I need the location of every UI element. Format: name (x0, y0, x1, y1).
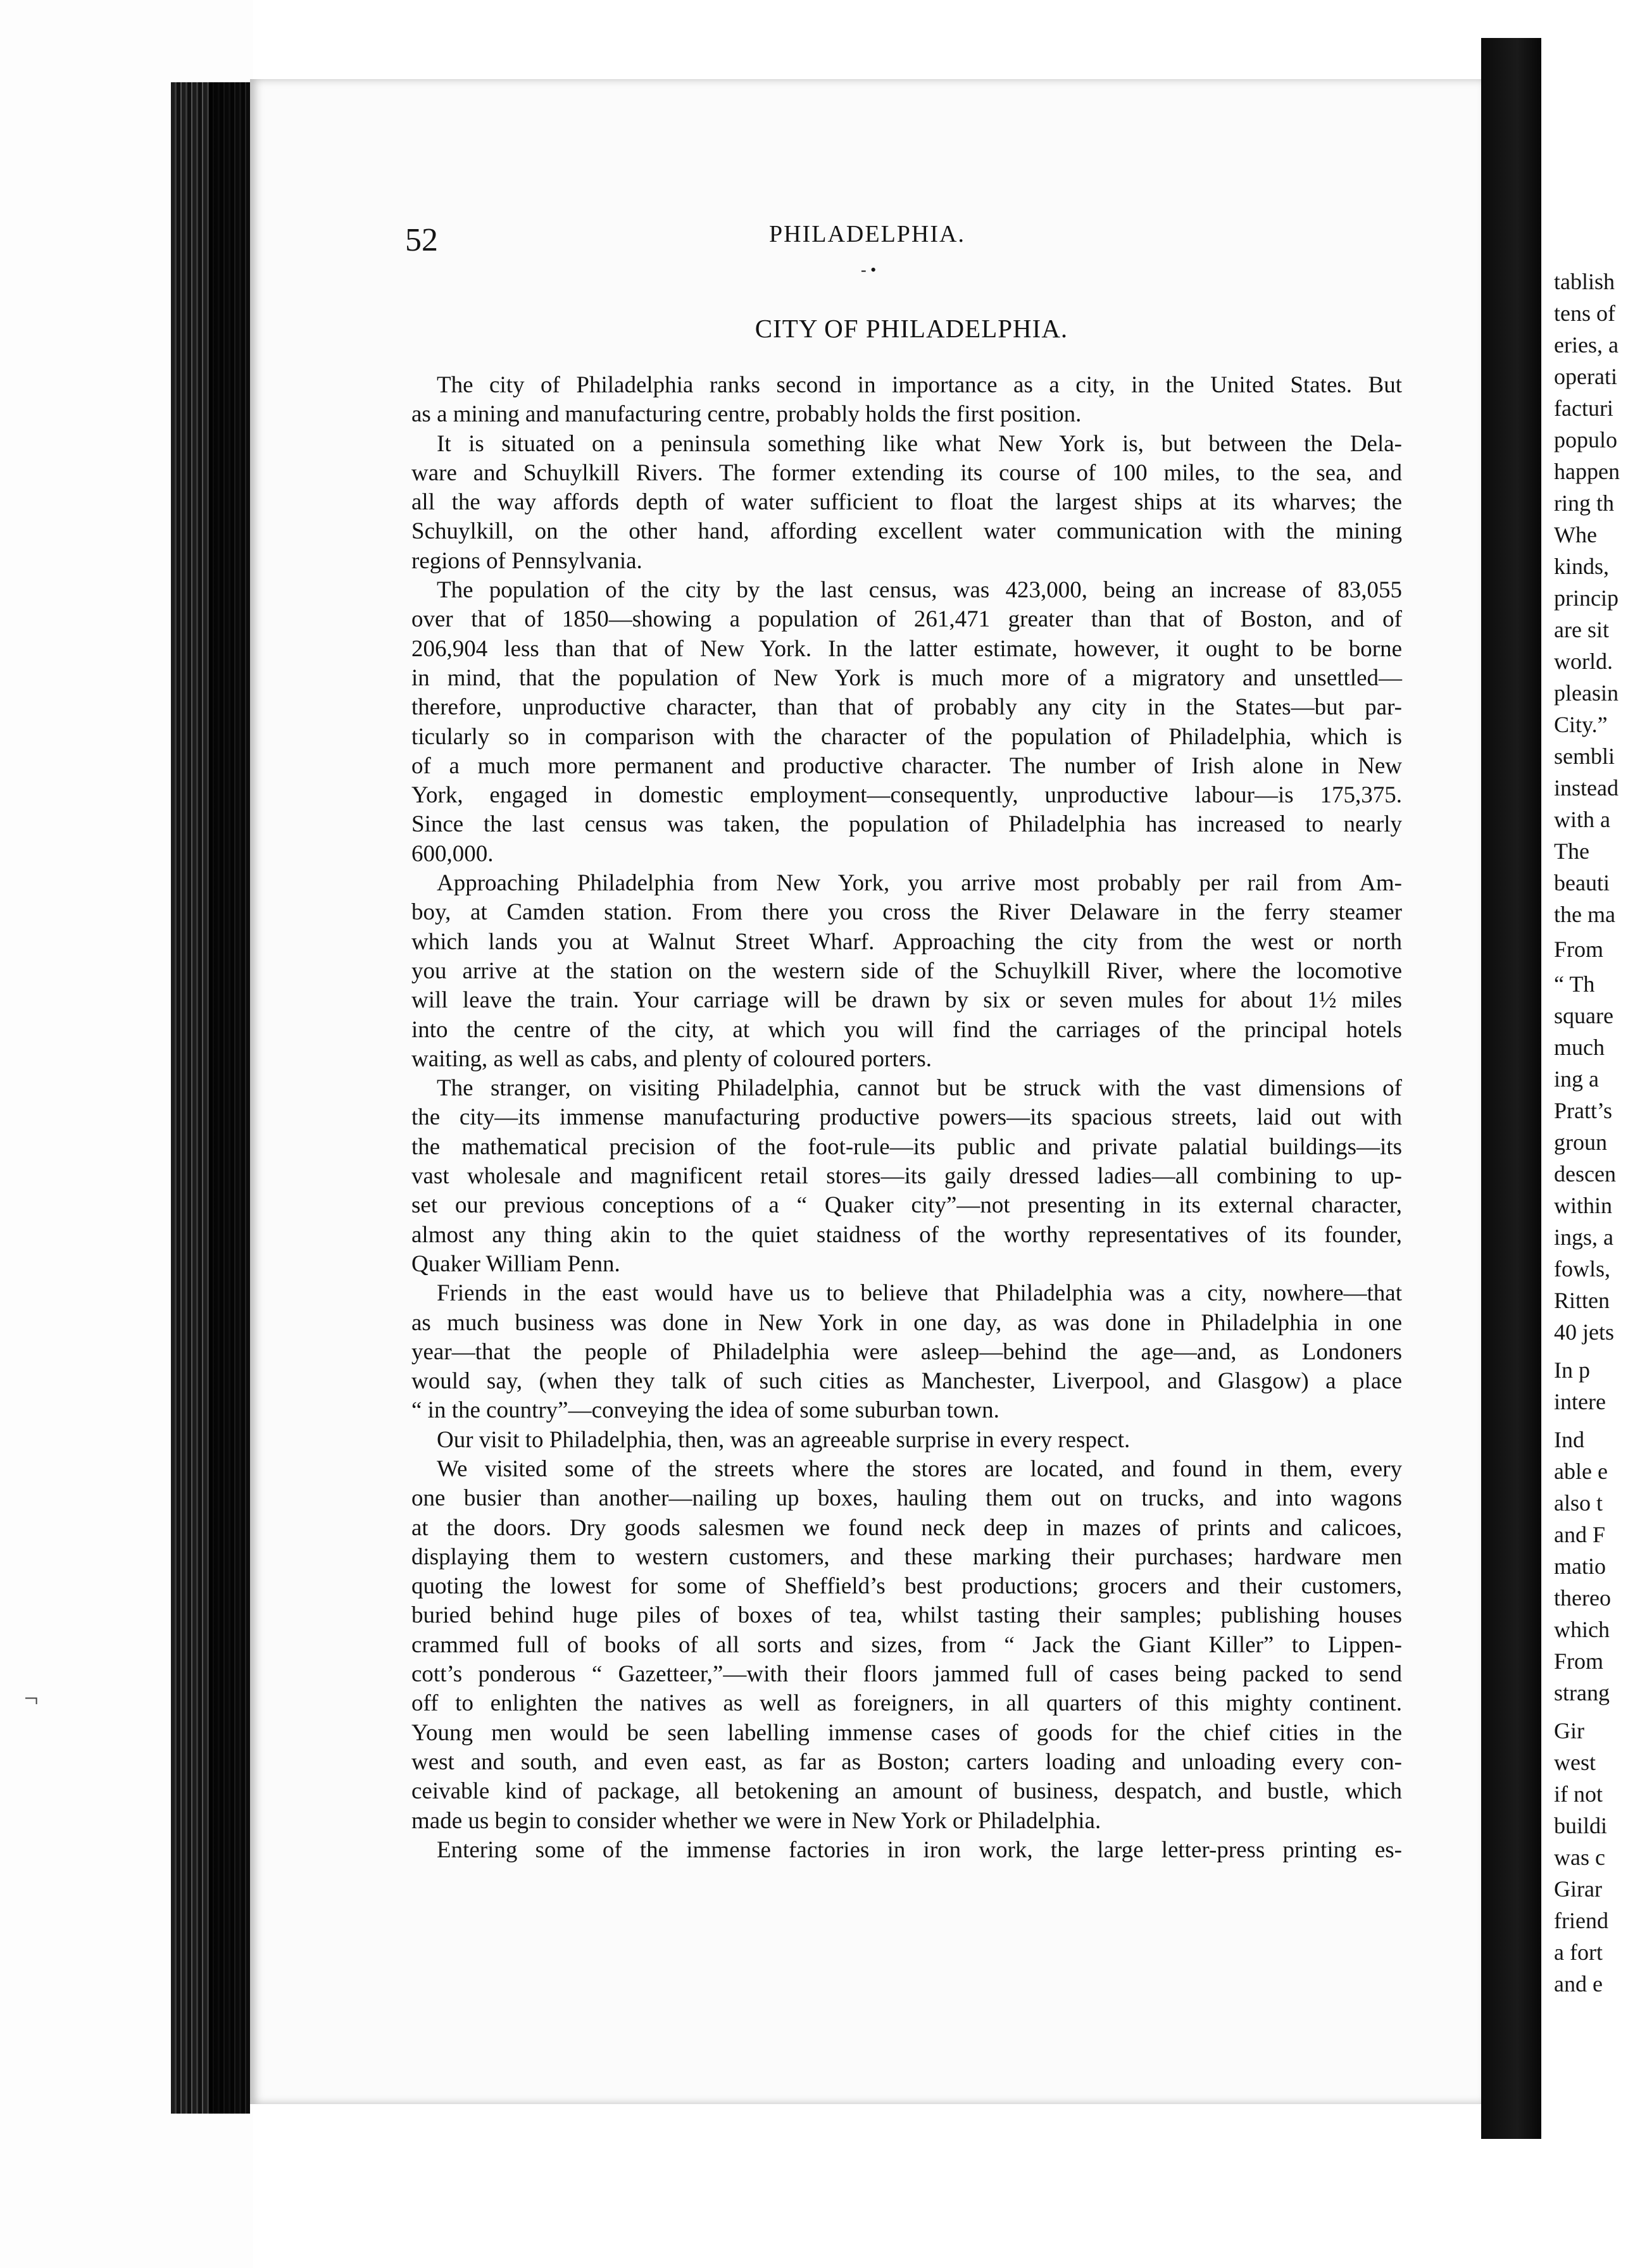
facing-text-fragment: From (1554, 937, 1604, 962)
text-line: quoting the lowest for some of Sheffield’s best productions; grocers and their customers, (411, 1573, 1402, 1600)
facing-text-fragment: Ind (1554, 1427, 1584, 1452)
text-line: Quaker William Penn. (411, 1250, 620, 1277)
facing-text-fragment: operati (1554, 364, 1617, 389)
facing-text-fragment: able e (1554, 1459, 1608, 1484)
text-line: as a mining and manufacturing centre, probably holds the first position. (411, 401, 1082, 428)
text-line: year—that the people of Philadelphia were asleep—behind the age—and, as Londoners (411, 1338, 1402, 1365)
text-line: one busier than another—nailing up boxes, hauling them out on trucks, and into wagons (411, 1485, 1402, 1512)
facing-text-fragment: eries, a (1554, 332, 1619, 358)
text-line: regions of Pennsylvania. (411, 547, 642, 574)
text-line: the city—its immense manufacturing productive powers—its spacious streets, laid out with (411, 1104, 1402, 1131)
facing-text-fragment: tens of (1554, 301, 1615, 326)
text-line: at the doors. Dry goods salesmen we found neck deep in mazes of prints and calicoes, (411, 1514, 1402, 1541)
text-line: into the centre of the city, at which you will find the carriages of the principal hotels (411, 1016, 1402, 1043)
facing-text-fragment: ing a (1554, 1066, 1599, 1092)
facing-text-fragment: happen (1554, 459, 1620, 484)
facing-text-fragment: buildi (1554, 1813, 1608, 1838)
gutter-shadow (209, 82, 250, 2114)
facing-text-fragment: Gir (1554, 1718, 1584, 1743)
text-line: the mathematical precision of the foot-rule—its public and private palatial buildings—its (411, 1133, 1402, 1160)
body-text (411, 371, 1402, 1865)
facing-text-fragment: From (1554, 1648, 1604, 1674)
facing-text-fragment: if not (1554, 1781, 1603, 1807)
ornament: - • (861, 261, 877, 279)
facing-text-fragment: kinds, (1554, 554, 1610, 579)
facing-text-fragment: In p (1554, 1357, 1590, 1383)
text-line: cott’s ponderous “ Gazetteer,”—with their floors jammed full of cases being packed to send (411, 1661, 1402, 1688)
facing-text-fragment: fowls, (1554, 1256, 1610, 1281)
text-line: set our previous conceptions of a “ Quaker city”—not presenting in its external character, (411, 1192, 1402, 1219)
facing-text-fragment: intere (1554, 1389, 1606, 1414)
text-line: Our visit to Philadelphia, then, was an agreeable surprise in every respect. (437, 1426, 1130, 1453)
facing-text-fragment: princip (1554, 585, 1619, 611)
text-line: displaying them to western customers, and these marking their purchases; hardware men (411, 1543, 1402, 1570)
text-line: all the way affords depth of water sufficient to float the largest ships at its wharves; the (411, 489, 1402, 516)
binding-strip (1481, 38, 1541, 2139)
facing-text-fragment: the ma (1554, 902, 1615, 927)
page-number: 52 (405, 222, 438, 258)
facing-text-fragment: pleasin (1554, 680, 1619, 706)
text-line: ticularly so in comparison with the character of the population of Philadelphia, which is (411, 723, 1402, 750)
text-line: made us begin to consider whether we were in New York or Philadelphia. (411, 1807, 1101, 1834)
text-line: off to enlighten the natives as well as foreigners, in all quarters of this mighty continent. (411, 1690, 1402, 1717)
text-line: ceivable kind of package, all betokening an amount of business, despatch, and bustle, which (411, 1778, 1402, 1805)
facing-text-fragment: City.” (1554, 712, 1608, 737)
facing-text-fragment: was c (1554, 1845, 1605, 1870)
running-head: PHILADELPHIA. (769, 221, 965, 247)
text-line: buried behind huge piles of boxes of tea, whilst tasting their samples; publishing houses (411, 1602, 1402, 1629)
text-line: The city of Philadelphia ranks second in importance as a city, in the United States. But (437, 372, 1402, 398)
text-line: “ in the country”—conveying the idea of some suburban town. (411, 1397, 999, 1424)
text-line: Schuylkill, on the other hand, affording excellent water communication with the mining (411, 518, 1402, 545)
text-line: We visited some of the streets where the stores are located, and found in them, every (437, 1455, 1402, 1482)
facing-text-fragment: Girar (1554, 1876, 1602, 1902)
facing-text-fragment: friend (1554, 1908, 1608, 1933)
text-line: in mind, that the population of New York is much more of a migratory and unsettled— (411, 664, 1402, 691)
facing-text-fragment: a fort (1554, 1940, 1603, 1965)
facing-text-fragment: tablish (1554, 269, 1615, 294)
facing-text-fragment: square (1554, 1003, 1613, 1028)
text-line: west and south, and even east, as far as Boston; carters loading and unloading every con- (411, 1748, 1402, 1775)
text-line: Young men would be seen labelling immense cases of goods for the chief cities in the (411, 1719, 1402, 1746)
text-line: 206,904 less than that of New York. In the latter estimate, however, it ought to be borne (411, 635, 1402, 662)
facing-text-fragment: much (1554, 1035, 1605, 1060)
facing-text-fragment: with a (1554, 807, 1610, 832)
facing-text-fragment: strang (1554, 1680, 1610, 1705)
text-line: which lands you at Walnut Street Wharf. Approaching the city from the west or north (411, 928, 1402, 955)
facing-text-fragment: instead (1554, 775, 1619, 801)
facing-text-fragment: “ Th (1554, 971, 1595, 997)
facing-text-fragment: ring th (1554, 490, 1614, 516)
text-line: you arrive at the station on the western side of the Schuylkill River, where the locomotive (411, 957, 1402, 984)
text-line: therefore, unproductive character, than that of probably any city in the States—but par- (411, 694, 1402, 721)
text-line: It is situated on a peninsula something like what New York is, but between the Dela- (437, 430, 1402, 457)
text-line: Approaching Philadelphia from New York, you arrive most probably per rail from Am- (437, 870, 1402, 897)
text-line: as much business was done in New York in one day, as was done in Philadelphia in one (411, 1309, 1402, 1336)
text-line: The stranger, on visiting Philadelphia, cannot but be struck with the vast dimensions of (437, 1075, 1402, 1102)
facing-text-fragment: west (1554, 1750, 1596, 1775)
facing-text-fragment: are sit (1554, 617, 1609, 642)
facing-text-fragment: Whe (1554, 522, 1597, 547)
facing-text-fragment: beauti (1554, 870, 1610, 895)
text-line: waiting, as well as cabs, and plenty of coloured porters. (411, 1045, 932, 1072)
text-line: over that of 1850—showing a population of 261,471 greater than that of Boston, and of (411, 606, 1402, 633)
section-title: CITY OF PHILADELPHIA. (755, 314, 1068, 343)
facing-text-fragment: 40 jets (1554, 1319, 1614, 1345)
text-line: Entering some of the immense factories in iron work, the large letter-press printing es- (437, 1836, 1402, 1863)
text-line: The population of the city by the last census, was 423,000, being an increase of 83,055 (437, 577, 1402, 604)
stray-mark: ¬ (24, 1684, 39, 1712)
facing-text-fragment: and e (1554, 1971, 1603, 1997)
facing-text-fragment: thereo (1554, 1585, 1611, 1611)
facing-text-fragment: also t (1554, 1490, 1603, 1516)
facing-text-fragment: within (1554, 1193, 1613, 1218)
facing-text-fragment: matio (1554, 1554, 1606, 1579)
facing-page (1541, 0, 1628, 2268)
facing-text-fragment: Ritten (1554, 1288, 1610, 1313)
text-line: would say, (when they talk of such cities as Manchester, Liverpool, and Glasgow) a place (411, 1368, 1402, 1395)
facing-text-fragment: and F (1554, 1522, 1605, 1547)
facing-text-fragment: world. (1554, 649, 1613, 674)
facing-text-fragment: Pratt’s (1554, 1098, 1613, 1123)
text-line: of a much more permanent and productive character. The number of Irish alone in New (411, 752, 1402, 779)
book-gutter (0, 0, 253, 2268)
text-line: Friends in the east would have us to believe that Philadelphia was a city, nowhere—that (437, 1280, 1402, 1307)
facing-text-fragment: sembli (1554, 744, 1615, 769)
text-line: vast wholesale and magnificent retail stores—its gaily dressed ladies—all combining to up- (411, 1163, 1402, 1190)
facing-text-fragment: The (1554, 838, 1589, 864)
text-line: boy, at Camden station. From there you cross the River Delaware in the ferry steamer (411, 899, 1402, 926)
text-line: crammed full of books of all sorts and sizes, from “ Jack the Giant Killer” to Lippen- (411, 1631, 1402, 1658)
text-line: almost any thing akin to the quiet staidness of the worthy representatives of its founder, (411, 1221, 1402, 1248)
text-line: Since the last census was taken, the population of Philadelphia has increased to nearly (411, 811, 1402, 838)
facing-text-fragment: descen (1554, 1161, 1616, 1187)
text-line: ware and Schuylkill Rivers. The former extending its course of 100 miles, to the sea, and (411, 459, 1402, 486)
text-line: York, engaged in domestic employment—consequently, unproductive labour—is 175,375. (411, 782, 1402, 809)
text-line: will leave the train. Your carriage will be drawn by six or seven mules for about 1½ miles (411, 987, 1402, 1014)
facing-text-fragment: which (1554, 1617, 1610, 1642)
facing-text-fragment: facturi (1554, 396, 1613, 421)
text-line: 600,000. (411, 840, 494, 867)
facing-text-fragment: populo (1554, 427, 1618, 452)
facing-text-fragment: ings, a (1554, 1224, 1613, 1250)
facing-text-fragment: groun (1554, 1130, 1607, 1155)
